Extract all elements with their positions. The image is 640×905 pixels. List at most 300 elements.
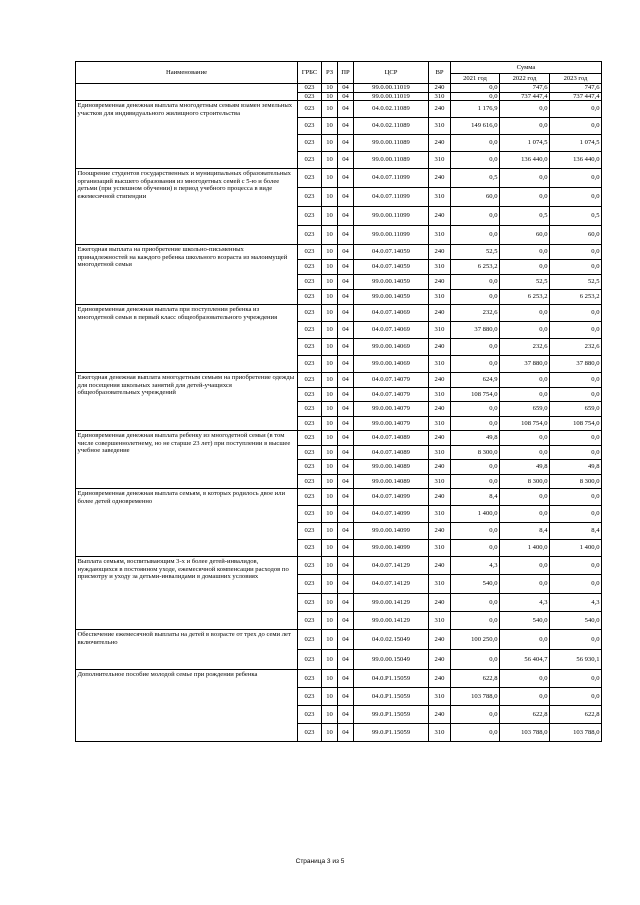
cell-vr: 310 bbox=[429, 356, 451, 373]
cell-sum-2023: 103 788,0 bbox=[550, 724, 602, 742]
cell-rz: 10 bbox=[322, 575, 338, 593]
cell-sum-2022: 37 880,0 bbox=[500, 356, 550, 373]
cell-sum-2023: 0,0 bbox=[550, 188, 602, 207]
cell-pr: 04 bbox=[338, 506, 354, 523]
cell-vr: 310 bbox=[429, 260, 451, 275]
cell-sum-2023: 1 074,5 bbox=[550, 135, 602, 152]
cell-rz: 10 bbox=[322, 650, 338, 670]
cell-csr: 99.0.00.14089 bbox=[354, 460, 429, 475]
cell-sum-2021: 149 616,0 bbox=[451, 118, 500, 135]
cell-pr: 04 bbox=[338, 92, 354, 101]
cell-grbs: 023 bbox=[298, 460, 322, 475]
cell-grbs: 023 bbox=[298, 245, 322, 260]
cell-grbs: 023 bbox=[298, 387, 322, 402]
cell-vr: 240 bbox=[429, 523, 451, 540]
header-year-2022: 2022 год bbox=[500, 74, 550, 84]
cell-rz: 10 bbox=[322, 460, 338, 475]
cell-pr: 04 bbox=[338, 402, 354, 417]
cell-csr: 04.0.P1.15059 bbox=[354, 688, 429, 706]
cell-csr: 04.0.02.15049 bbox=[354, 630, 429, 650]
cell-sum-2022: 0,0 bbox=[500, 575, 550, 593]
cell-rz: 10 bbox=[322, 118, 338, 135]
cell-csr: 04.0.07.14079 bbox=[354, 373, 429, 388]
cell-vr: 310 bbox=[429, 688, 451, 706]
cell-pr: 04 bbox=[338, 650, 354, 670]
cell-vr: 240 bbox=[429, 402, 451, 417]
cell-grbs: 023 bbox=[298, 152, 322, 169]
cell-pr: 04 bbox=[338, 474, 354, 489]
cell-csr: 99.0.00.14069 bbox=[354, 339, 429, 356]
table-row bbox=[76, 670, 602, 688]
cell-sum-2023: 6 253,2 bbox=[550, 290, 602, 305]
cell-rz: 10 bbox=[322, 84, 338, 93]
cell-csr: 04.0.P1.15059 bbox=[354, 670, 429, 688]
cell-rz: 10 bbox=[322, 670, 338, 688]
cell-csr: 99.0.00.14099 bbox=[354, 540, 429, 557]
cell-sum-2022: 0,5 bbox=[500, 207, 550, 226]
cell-csr: 04.0.07.14099 bbox=[354, 506, 429, 523]
cell-grbs: 023 bbox=[298, 84, 322, 93]
cell-pr: 04 bbox=[338, 322, 354, 339]
cell-pr: 04 bbox=[338, 101, 354, 118]
cell-sum-2023: 747,6 bbox=[550, 84, 602, 93]
cell-sum-2021: 0,0 bbox=[451, 416, 500, 431]
cell-sum-2021: 0,0 bbox=[451, 523, 500, 540]
table-row bbox=[76, 557, 602, 575]
cell-sum-2022: 4,3 bbox=[500, 593, 550, 611]
cell-sum-2021: 1 400,0 bbox=[451, 506, 500, 523]
cell-pr: 04 bbox=[338, 540, 354, 557]
cell-sum-2023: 0,0 bbox=[550, 575, 602, 593]
row-name-cell: Единовременная денежная выплата семьям, в которых родилось двое или более детей одновременно bbox=[76, 489, 298, 557]
cell-sum-2023: 0,0 bbox=[550, 630, 602, 650]
header-sum: Сумма bbox=[451, 62, 602, 74]
cell-pr: 04 bbox=[338, 356, 354, 373]
cell-sum-2022: 0,0 bbox=[500, 245, 550, 260]
cell-rz: 10 bbox=[322, 290, 338, 305]
cell-sum-2021: 622,8 bbox=[451, 670, 500, 688]
page-number: Страница 3 из 5 bbox=[295, 858, 345, 865]
cell-grbs: 023 bbox=[298, 688, 322, 706]
cell-csr: 04.0.07.14069 bbox=[354, 305, 429, 322]
cell-sum-2023: 49,8 bbox=[550, 460, 602, 475]
cell-grbs: 023 bbox=[298, 670, 322, 688]
cell-sum-2022: 8,4 bbox=[500, 523, 550, 540]
cell-rz: 10 bbox=[322, 260, 338, 275]
cell-csr: 99.0.00.14129 bbox=[354, 611, 429, 629]
cell-sum-2023: 0,0 bbox=[550, 260, 602, 275]
cell-sum-2023: 0,0 bbox=[550, 431, 602, 446]
row-name-cell bbox=[76, 84, 298, 101]
cell-sum-2023: 0,0 bbox=[550, 322, 602, 339]
cell-sum-2021: 0,0 bbox=[451, 474, 500, 489]
cell-vr: 310 bbox=[429, 611, 451, 629]
cell-sum-2022: 1 074,5 bbox=[500, 135, 550, 152]
cell-csr: 04.0.07.14129 bbox=[354, 557, 429, 575]
cell-sum-2022: 0,0 bbox=[500, 630, 550, 650]
cell-pr: 04 bbox=[338, 445, 354, 460]
cell-vr: 240 bbox=[429, 135, 451, 152]
cell-vr: 310 bbox=[429, 152, 451, 169]
cell-sum-2022: 0,0 bbox=[500, 260, 550, 275]
cell-sum-2023: 0,0 bbox=[550, 445, 602, 460]
cell-sum-2023: 0,0 bbox=[550, 670, 602, 688]
cell-sum-2021: 100 250,0 bbox=[451, 630, 500, 650]
cell-rz: 10 bbox=[322, 688, 338, 706]
cell-sum-2021: 8 300,0 bbox=[451, 445, 500, 460]
cell-sum-2023: 0,0 bbox=[550, 557, 602, 575]
cell-pr: 04 bbox=[338, 593, 354, 611]
cell-sum-2022: 540,0 bbox=[500, 611, 550, 629]
cell-sum-2023: 0,0 bbox=[550, 305, 602, 322]
cell-vr: 240 bbox=[429, 706, 451, 724]
cell-vr: 240 bbox=[429, 84, 451, 93]
cell-grbs: 023 bbox=[298, 356, 322, 373]
cell-vr: 310 bbox=[429, 322, 451, 339]
cell-sum-2023: 232,6 bbox=[550, 339, 602, 356]
cell-sum-2023: 0,0 bbox=[550, 245, 602, 260]
cell-sum-2022: 56 404,7 bbox=[500, 650, 550, 670]
cell-pr: 04 bbox=[338, 84, 354, 93]
cell-csr: 04.0.07.14059 bbox=[354, 245, 429, 260]
cell-vr: 310 bbox=[429, 92, 451, 101]
cell-rz: 10 bbox=[322, 305, 338, 322]
cell-pr: 04 bbox=[338, 387, 354, 402]
budget-table bbox=[75, 61, 602, 742]
cell-csr: 99.0.00.14059 bbox=[354, 275, 429, 290]
cell-rz: 10 bbox=[322, 322, 338, 339]
table-row bbox=[76, 169, 602, 188]
cell-sum-2023: 56 930,1 bbox=[550, 650, 602, 670]
cell-pr: 04 bbox=[338, 523, 354, 540]
cell-sum-2023: 0,0 bbox=[550, 489, 602, 506]
cell-rz: 10 bbox=[322, 101, 338, 118]
cell-vr: 310 bbox=[429, 188, 451, 207]
header-pr: ПР bbox=[338, 62, 354, 84]
table-row bbox=[76, 431, 602, 446]
cell-vr: 240 bbox=[429, 593, 451, 611]
header-vr: ВР bbox=[429, 62, 451, 84]
cell-grbs: 023 bbox=[298, 92, 322, 101]
cell-sum-2022: 622,8 bbox=[500, 706, 550, 724]
cell-rz: 10 bbox=[322, 630, 338, 650]
cell-grbs: 023 bbox=[298, 275, 322, 290]
cell-rz: 10 bbox=[322, 356, 338, 373]
cell-sum-2021: 0,0 bbox=[451, 84, 500, 93]
header-rz: РЗ bbox=[322, 62, 338, 84]
cell-grbs: 023 bbox=[298, 489, 322, 506]
row-name-cell: Обеспечение ежемесячной выплаты на детей в возрасте от трех до семи лет включительно bbox=[76, 630, 298, 670]
cell-vr: 240 bbox=[429, 670, 451, 688]
cell-sum-2022: 0,0 bbox=[500, 188, 550, 207]
cell-sum-2023: 8,4 bbox=[550, 523, 602, 540]
cell-vr: 310 bbox=[429, 506, 451, 523]
cell-rz: 10 bbox=[322, 245, 338, 260]
cell-csr: 04.0.07.11099 bbox=[354, 188, 429, 207]
header-year-2021: 2021 год bbox=[451, 74, 500, 84]
cell-grbs: 023 bbox=[298, 305, 322, 322]
cell-csr: 04.0.07.11099 bbox=[354, 169, 429, 188]
cell-sum-2023: 1 400,0 bbox=[550, 540, 602, 557]
cell-vr: 310 bbox=[429, 474, 451, 489]
cell-csr: 99.0.00.15049 bbox=[354, 650, 429, 670]
cell-vr: 240 bbox=[429, 101, 451, 118]
cell-pr: 04 bbox=[338, 688, 354, 706]
cell-vr: 240 bbox=[429, 207, 451, 226]
cell-sum-2021: 624,9 bbox=[451, 373, 500, 388]
cell-sum-2021: 0,0 bbox=[451, 540, 500, 557]
cell-rz: 10 bbox=[322, 445, 338, 460]
cell-vr: 310 bbox=[429, 575, 451, 593]
cell-sum-2021: 0,0 bbox=[451, 226, 500, 245]
cell-rz: 10 bbox=[322, 92, 338, 101]
cell-rz: 10 bbox=[322, 489, 338, 506]
cell-sum-2023: 60,0 bbox=[550, 226, 602, 245]
cell-csr: 99.0.00.14059 bbox=[354, 290, 429, 305]
cell-vr: 240 bbox=[429, 305, 451, 322]
cell-pr: 04 bbox=[338, 207, 354, 226]
cell-sum-2022: 108 754,0 bbox=[500, 416, 550, 431]
cell-grbs: 023 bbox=[298, 724, 322, 742]
cell-vr: 310 bbox=[429, 416, 451, 431]
cell-pr: 04 bbox=[338, 260, 354, 275]
cell-sum-2023: 0,0 bbox=[550, 373, 602, 388]
cell-pr: 04 bbox=[338, 670, 354, 688]
cell-grbs: 023 bbox=[298, 593, 322, 611]
cell-pr: 04 bbox=[338, 575, 354, 593]
cell-sum-2023: 0,0 bbox=[550, 118, 602, 135]
cell-grbs: 023 bbox=[298, 557, 322, 575]
cell-sum-2022: 136 440,0 bbox=[500, 152, 550, 169]
row-name-cell: Единовременная денежная выплата многодетным семьям взамен земельных участков для индивидуального жилищного строительства bbox=[76, 101, 298, 169]
cell-rz: 10 bbox=[322, 474, 338, 489]
cell-sum-2021: 0,0 bbox=[451, 402, 500, 417]
cell-grbs: 023 bbox=[298, 207, 322, 226]
cell-sum-2021: 52,5 bbox=[451, 245, 500, 260]
header-name: Наименование bbox=[76, 62, 298, 84]
cell-sum-2022: 747,6 bbox=[500, 84, 550, 93]
cell-sum-2021: 8,4 bbox=[451, 489, 500, 506]
cell-csr: 04.0.07.14079 bbox=[354, 387, 429, 402]
cell-sum-2023: 0,0 bbox=[550, 101, 602, 118]
cell-csr: 99.0.00.11019 bbox=[354, 92, 429, 101]
cell-vr: 310 bbox=[429, 118, 451, 135]
cell-grbs: 023 bbox=[298, 650, 322, 670]
cell-grbs: 023 bbox=[298, 506, 322, 523]
cell-pr: 04 bbox=[338, 245, 354, 260]
cell-rz: 10 bbox=[322, 339, 338, 356]
cell-rz: 10 bbox=[322, 135, 338, 152]
cell-sum-2023: 8 300,0 bbox=[550, 474, 602, 489]
cell-rz: 10 bbox=[322, 188, 338, 207]
cell-sum-2023: 37 880,0 bbox=[550, 356, 602, 373]
cell-pr: 04 bbox=[338, 339, 354, 356]
cell-csr: 04.0.07.14129 bbox=[354, 575, 429, 593]
cell-sum-2023: 540,0 bbox=[550, 611, 602, 629]
cell-sum-2022: 0,0 bbox=[500, 387, 550, 402]
cell-pr: 04 bbox=[338, 275, 354, 290]
cell-csr: 04.0.07.14059 bbox=[354, 260, 429, 275]
cell-vr: 310 bbox=[429, 290, 451, 305]
table-row bbox=[76, 373, 602, 388]
cell-sum-2021: 0,0 bbox=[451, 152, 500, 169]
cell-sum-2023: 0,0 bbox=[550, 169, 602, 188]
table-row bbox=[76, 630, 602, 650]
cell-grbs: 023 bbox=[298, 402, 322, 417]
cell-sum-2022: 1 400,0 bbox=[500, 540, 550, 557]
cell-csr: 99.0.00.14129 bbox=[354, 593, 429, 611]
cell-vr: 240 bbox=[429, 630, 451, 650]
cell-sum-2023: 622,8 bbox=[550, 706, 602, 724]
cell-vr: 240 bbox=[429, 650, 451, 670]
cell-sum-2021: 108 754,0 bbox=[451, 387, 500, 402]
cell-pr: 04 bbox=[338, 611, 354, 629]
cell-csr: 04.0.07.14089 bbox=[354, 445, 429, 460]
cell-csr: 04.0.07.14089 bbox=[354, 431, 429, 446]
cell-rz: 10 bbox=[322, 706, 338, 724]
cell-grbs: 023 bbox=[298, 260, 322, 275]
cell-sum-2022: 6 253,2 bbox=[500, 290, 550, 305]
table-row bbox=[76, 84, 602, 93]
cell-pr: 04 bbox=[338, 416, 354, 431]
cell-rz: 10 bbox=[322, 402, 338, 417]
cell-rz: 10 bbox=[322, 169, 338, 188]
cell-rz: 10 bbox=[322, 226, 338, 245]
cell-grbs: 023 bbox=[298, 169, 322, 188]
cell-sum-2022: 0,0 bbox=[500, 670, 550, 688]
cell-rz: 10 bbox=[322, 557, 338, 575]
cell-sum-2023: 0,0 bbox=[550, 387, 602, 402]
cell-rz: 10 bbox=[322, 373, 338, 388]
cell-grbs: 023 bbox=[298, 431, 322, 446]
header-grbs: ГРБС bbox=[298, 62, 322, 84]
cell-sum-2022: 232,6 bbox=[500, 339, 550, 356]
cell-sum-2021: 37 880,0 bbox=[451, 322, 500, 339]
cell-sum-2021: 0,0 bbox=[451, 207, 500, 226]
cell-sum-2023: 0,5 bbox=[550, 207, 602, 226]
cell-sum-2022: 52,5 bbox=[500, 275, 550, 290]
row-name-cell: Единовременная денежная выплата при поступлении ребенка из многодетной семьи в первый класс общеобразовательного учреждения bbox=[76, 305, 298, 373]
cell-grbs: 023 bbox=[298, 611, 322, 629]
cell-csr: 99.0.00.14089 bbox=[354, 474, 429, 489]
cell-sum-2021: 0,0 bbox=[451, 611, 500, 629]
table-body bbox=[76, 84, 602, 742]
cell-vr: 240 bbox=[429, 489, 451, 506]
cell-vr: 310 bbox=[429, 724, 451, 742]
cell-rz: 10 bbox=[322, 523, 338, 540]
cell-csr: 99.0.00.11099 bbox=[354, 226, 429, 245]
cell-sum-2021: 0,0 bbox=[451, 593, 500, 611]
cell-pr: 04 bbox=[338, 226, 354, 245]
cell-sum-2021: 0,0 bbox=[451, 275, 500, 290]
cell-vr: 240 bbox=[429, 557, 451, 575]
cell-sum-2023: 4,3 bbox=[550, 593, 602, 611]
cell-csr: 99.0.00.11019 bbox=[354, 84, 429, 93]
cell-grbs: 023 bbox=[298, 290, 322, 305]
cell-vr: 310 bbox=[429, 540, 451, 557]
cell-pr: 04 bbox=[338, 431, 354, 446]
cell-sum-2021: 0,0 bbox=[451, 339, 500, 356]
cell-sum-2021: 60,0 bbox=[451, 188, 500, 207]
table-row bbox=[76, 305, 602, 322]
cell-sum-2023: 108 754,0 bbox=[550, 416, 602, 431]
cell-pr: 04 bbox=[338, 630, 354, 650]
cell-pr: 04 bbox=[338, 135, 354, 152]
cell-grbs: 023 bbox=[298, 630, 322, 650]
cell-sum-2021: 49,8 bbox=[451, 431, 500, 446]
cell-sum-2021: 6 253,2 bbox=[451, 260, 500, 275]
cell-sum-2022: 0,0 bbox=[500, 305, 550, 322]
cell-sum-2022: 0,0 bbox=[500, 118, 550, 135]
cell-sum-2021: 0,0 bbox=[451, 724, 500, 742]
cell-sum-2022: 0,0 bbox=[500, 169, 550, 188]
row-name-cell: Единовременная денежная выплата ребенку из многодетной семьи (в том числе совершеннолетнему, но не старше 23 лет) при поступлении в высшее учебное заведение bbox=[76, 431, 298, 489]
cell-csr: 99.0.P1.15059 bbox=[354, 706, 429, 724]
cell-pr: 04 bbox=[338, 460, 354, 475]
cell-csr: 99.0.00.11089 bbox=[354, 135, 429, 152]
cell-vr: 240 bbox=[429, 169, 451, 188]
cell-grbs: 023 bbox=[298, 226, 322, 245]
cell-sum-2023: 0,0 bbox=[550, 688, 602, 706]
cell-sum-2023: 52,5 bbox=[550, 275, 602, 290]
cell-sum-2022: 737 447,4 bbox=[500, 92, 550, 101]
cell-grbs: 023 bbox=[298, 322, 322, 339]
cell-sum-2021: 0,5 bbox=[451, 169, 500, 188]
cell-sum-2022: 60,0 bbox=[500, 226, 550, 245]
cell-sum-2021: 0,0 bbox=[451, 706, 500, 724]
cell-pr: 04 bbox=[338, 152, 354, 169]
cell-rz: 10 bbox=[322, 207, 338, 226]
cell-sum-2022: 0,0 bbox=[500, 322, 550, 339]
table-row bbox=[76, 489, 602, 506]
cell-pr: 04 bbox=[338, 373, 354, 388]
cell-csr: 04.0.07.14099 bbox=[354, 489, 429, 506]
table-row bbox=[76, 245, 602, 260]
cell-rz: 10 bbox=[322, 416, 338, 431]
cell-pr: 04 bbox=[338, 724, 354, 742]
cell-sum-2021: 0,0 bbox=[451, 650, 500, 670]
cell-rz: 10 bbox=[322, 593, 338, 611]
cell-pr: 04 bbox=[338, 188, 354, 207]
cell-sum-2022: 0,0 bbox=[500, 489, 550, 506]
cell-vr: 240 bbox=[429, 339, 451, 356]
cell-grbs: 023 bbox=[298, 416, 322, 431]
cell-pr: 04 bbox=[338, 557, 354, 575]
cell-grbs: 023 bbox=[298, 339, 322, 356]
cell-grbs: 023 bbox=[298, 135, 322, 152]
cell-csr: 04.0.02.11089 bbox=[354, 101, 429, 118]
table-header bbox=[76, 62, 602, 84]
cell-sum-2021: 0,0 bbox=[451, 135, 500, 152]
cell-sum-2023: 659,0 bbox=[550, 402, 602, 417]
cell-vr: 310 bbox=[429, 445, 451, 460]
cell-sum-2021: 0,0 bbox=[451, 290, 500, 305]
cell-csr: 04.0.07.14069 bbox=[354, 322, 429, 339]
cell-sum-2022: 0,0 bbox=[500, 373, 550, 388]
cell-vr: 310 bbox=[429, 226, 451, 245]
cell-rz: 10 bbox=[322, 540, 338, 557]
cell-csr: 99.0.P1.15059 bbox=[354, 724, 429, 742]
cell-sum-2022: 0,0 bbox=[500, 688, 550, 706]
cell-rz: 10 bbox=[322, 611, 338, 629]
cell-pr: 04 bbox=[338, 706, 354, 724]
cell-sum-2022: 0,0 bbox=[500, 101, 550, 118]
cell-rz: 10 bbox=[322, 152, 338, 169]
cell-rz: 10 bbox=[322, 724, 338, 742]
cell-pr: 04 bbox=[338, 290, 354, 305]
cell-sum-2021: 4,3 bbox=[451, 557, 500, 575]
cell-vr: 310 bbox=[429, 387, 451, 402]
